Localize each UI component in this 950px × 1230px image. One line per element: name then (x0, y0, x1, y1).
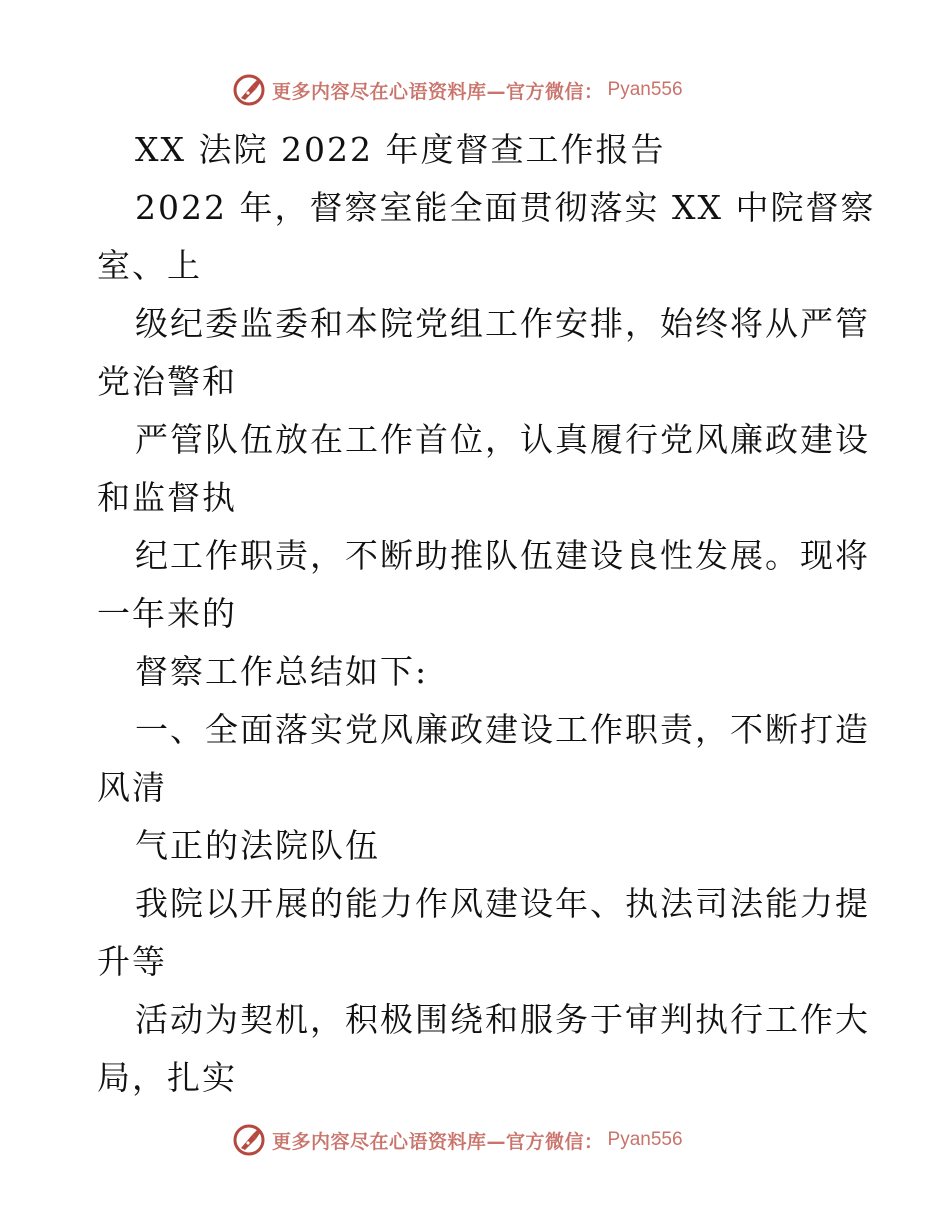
footer-banner-contact: Pyan556 (607, 1129, 683, 1150)
paragraph-line: 室、上 (97, 246, 202, 285)
footer-banner-text: 更多内容尽在心语资料库—官方微信： (272, 1130, 604, 1153)
header-banner-contact: Pyan556 (607, 79, 683, 100)
paragraph-line: 和监督执 (97, 478, 237, 517)
document-title: XX 法院 2022 年度督查工作报告 (135, 130, 666, 169)
pen-nib-circle-logo-icon (232, 1123, 266, 1157)
paragraph-line: 活动为契机，积极围绕和服务于审判执行工作大 (135, 1000, 870, 1039)
paragraph-line: 局，扎实 (97, 1058, 237, 1097)
paragraph-line: 级纪委监委和本院党组工作安排，始终将从严管 (135, 304, 870, 343)
paragraph-line: 一年来的 (97, 594, 237, 633)
paragraph-line: 2022 年，督察室能全面贯彻落实 XX 中院督察 (135, 188, 876, 227)
paragraph-line: 纪工作职责，不断助推队伍建设良性发展。现将 (135, 536, 870, 575)
section-heading: 一、全面落实党风廉政建设工作职责，不断打造 (135, 710, 870, 749)
footer-banner (232, 1122, 712, 1158)
paragraph-line: 严管队伍放在工作首位，认真履行党风廉政建设 (135, 420, 870, 459)
header-banner (232, 72, 712, 108)
paragraph-line: 督察工作总结如下: (135, 652, 429, 691)
paragraph-line: 党治警和 (97, 362, 237, 401)
section-heading: 气正的法院队伍 (135, 826, 380, 865)
header-banner-text: 更多内容尽在心语资料库—官方微信： (272, 80, 604, 103)
section-heading: 风清 (97, 768, 167, 807)
pen-nib-circle-logo-icon (232, 73, 266, 107)
paragraph-line: 我院以开展的能力作风建设年、执法司法能力提 (135, 884, 870, 923)
paragraph-line: 升等 (97, 942, 167, 981)
